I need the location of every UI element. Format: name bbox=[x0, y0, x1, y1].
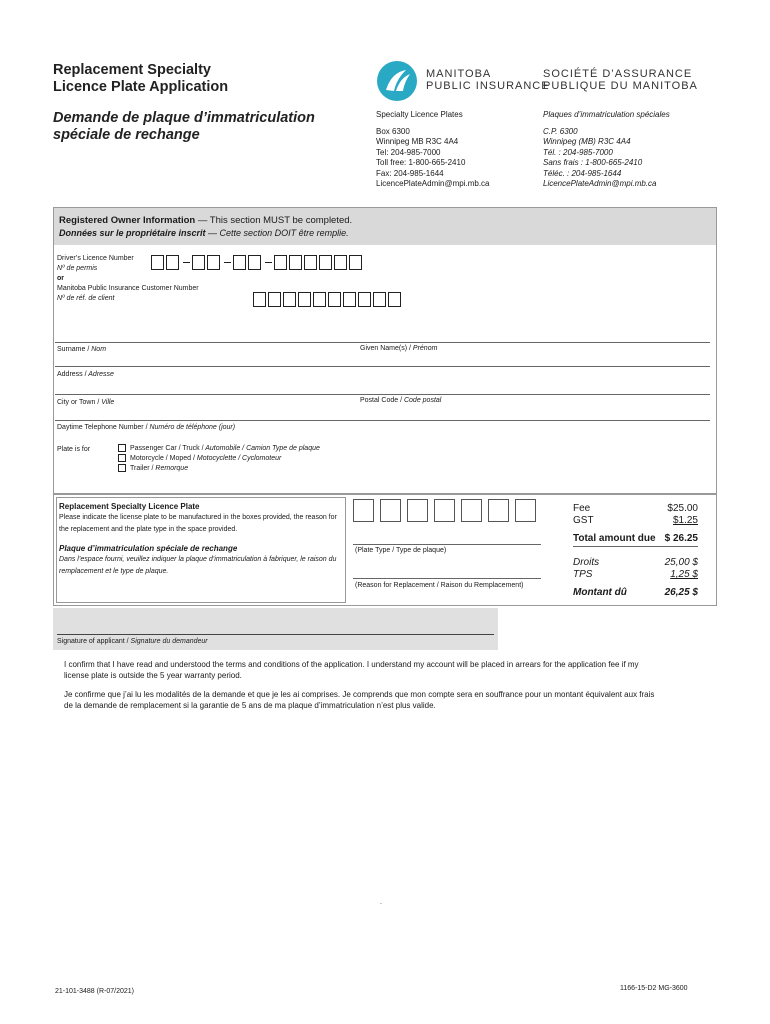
plate-for-options bbox=[118, 444, 320, 474]
contact-line: LicencePlateAdmin@mpi.mb.ca bbox=[543, 179, 657, 188]
reason-label: (Reason for Replacement / Raison du Remplacement) bbox=[355, 582, 524, 589]
city-line[interactable] bbox=[55, 394, 710, 395]
plate-type-line[interactable] bbox=[353, 544, 541, 545]
fees-fr: Droits 25,00 $ TPS 1,25 $ Montant dû 26,25 $ bbox=[573, 557, 698, 598]
terms-fr: Je confirme que j’ai lu les modalités de la demande et que je les ai comprises. Je comprends que mon compte sera en souffrance pour un montant équivalent aux frais de la demande de remplacement si la garantie de 5 ans de ma plaque d’immatriculation n’est plus valide. bbox=[64, 690, 655, 710]
given-name-label: Given Name(s) / Prénom bbox=[360, 345, 438, 352]
owner-section-header: Registered Owner Information — This section MUST be completed. Données sur le propriétaire inscrit — Cette section DOIT être remplie. bbox=[54, 208, 716, 245]
checkbox[interactable] bbox=[118, 454, 126, 462]
phone-line[interactable] bbox=[55, 420, 710, 421]
replacement-text: Replacement Specialty Licence Plate Please indicate the license plate to be manufactured in the boxes provided, the reason for the replacement and the plate type in the space provided. Plaque d’immatriculation spéciale de rechange Dans l’espace fourni, veuillez indiquer la plaque d’immatriculation à fabriquer, le raison du remplacement et le type de plaque. bbox=[59, 502, 337, 575]
checkbox[interactable] bbox=[118, 464, 126, 472]
plate-boxes[interactable] bbox=[353, 499, 542, 527]
page-title: Replacement Specialty Licence Plate Application bbox=[53, 62, 229, 95]
contact-en: Specialty Licence Plates Box 6300 Winnipeg MB R3C 4A4 Tel: 204-985-7000 Toll free: 1-800-665-2410 Fax: 204-985-1644 LicencePlateAdmin@mpi.mb.ca bbox=[376, 110, 490, 188]
plate-type-label: (Plate Type / Type de plaque) bbox=[355, 547, 447, 554]
mpi-logo bbox=[376, 60, 418, 107]
plate-for-label: Plate is for bbox=[57, 446, 91, 453]
city-label: City or Town / Ville bbox=[57, 399, 115, 406]
phone-label: Daytime Telephone Number / Numéro de téléphone (jour) bbox=[57, 424, 236, 431]
address-label: Address / Adresse bbox=[57, 371, 114, 378]
logo-text-fr: SOCIÉTÉ D’ASSURANCE PUBLIQUE DU MANITOBA bbox=[543, 68, 698, 92]
fees-en: Fee $25.00 GST $1.25 Total amount due $ 26.25 bbox=[573, 503, 698, 544]
licence-number-boxes[interactable] bbox=[151, 254, 364, 272]
reason-line[interactable] bbox=[353, 578, 541, 579]
contact-line: C.P. 6300 bbox=[543, 126, 578, 136]
contact-line: Tél. : 204-985-7000 bbox=[543, 147, 613, 157]
total-amount-due: Total amount due $ 26.25 bbox=[573, 533, 698, 544]
contact-line: Box 6300 bbox=[376, 126, 410, 136]
surname-line[interactable] bbox=[55, 342, 710, 343]
contact-fr: Plaques d’immatriculation spéciales C.P. 6300 Winnipeg (MB) R3C 4A4 Tél. : 204-985-7000 Sans frais : 1-800-665-2410 Téléc. : 204-985-1644 LicencePlateAdmin@mpi.mb.ca bbox=[543, 110, 670, 188]
surname-label: Surname / Nom bbox=[57, 346, 107, 353]
option-passenger[interactable]: Passenger Car / Truck / Automobile / Camion Type de plaque bbox=[118, 444, 320, 454]
signature-line bbox=[57, 634, 494, 635]
contact-line: Tel: 204-985-7000 bbox=[376, 147, 441, 157]
page-title-fr: Demande de plaque d’immatriculation spéciale de rechange bbox=[53, 110, 315, 143]
terms-en: I confirm that I have read and understood the terms and conditions of the application. I understand my account will be placed in arrears for the application fee if my license plate is outside the 5 year warranty period. bbox=[64, 660, 639, 680]
option-trailer[interactable]: Trailer / Remorque bbox=[118, 464, 320, 474]
form-number-left: 21-101-3488 (R-07/2021) bbox=[55, 988, 134, 995]
signature-label: Signature of applicant / Signature du demandeur bbox=[57, 638, 208, 645]
page-dot: . bbox=[380, 899, 382, 906]
contact-line: Winnipeg (MB) R3C 4A4 bbox=[543, 137, 631, 146]
checkbox[interactable] bbox=[118, 444, 126, 452]
licence-label: Driver’s Licence Number Nº de permis or Manitoba Public Insurance Customer Number Nº de réf. de client bbox=[57, 255, 199, 302]
contact-line: Téléc. : 204-985-1644 bbox=[543, 168, 622, 178]
option-motorcycle[interactable]: Motorcycle / Moped / Motocyclette / Cyclomoteur bbox=[118, 454, 320, 464]
montant-du: Montant dû 26,25 $ bbox=[573, 587, 698, 598]
contact-line: Fax: 204-985-1644 bbox=[376, 168, 444, 178]
contact-line: Winnipeg MB R3C 4A4 bbox=[376, 137, 459, 146]
form-number-right: 1166-15-D2 MG-3600 bbox=[620, 985, 688, 992]
contact-line: LicencePlateAdmin@mpi.mb.ca bbox=[376, 179, 490, 188]
contact-line: Sans frais : 1-800-665-2410 bbox=[543, 158, 643, 167]
contact-line: Toll free: 1-800-665-2410 bbox=[376, 158, 466, 167]
postal-code-label: Postal Code / Code postal bbox=[360, 397, 442, 404]
mpi-logo-icon bbox=[376, 60, 418, 102]
fees-divider bbox=[573, 546, 698, 547]
customer-number-boxes[interactable] bbox=[253, 291, 403, 309]
logo-text-en: MANITOBA PUBLIC INSURANCE bbox=[426, 68, 550, 92]
address-line[interactable] bbox=[55, 366, 710, 367]
